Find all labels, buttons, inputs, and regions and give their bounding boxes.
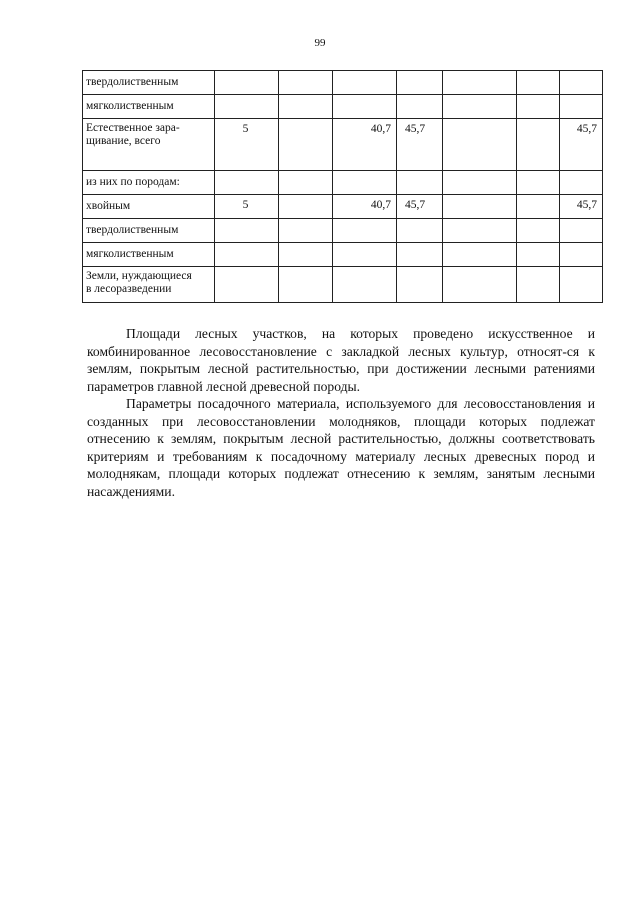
table-cell (215, 171, 279, 195)
table-cell (560, 95, 603, 119)
table-cell: 45,7 (397, 195, 443, 219)
paragraph: Параметры посадочного материала, используемого для лесовосстановления и созданных при лесовосстановлении молодняков, площади которых подлежат отнесению к землям, покрытым лесной растительностью, должны соответствовать критериям и требованиям к посадочному материалу лесных древесных пород и молоднякам, площади которых подлежат отнесению к землям, занятым лесными насаждениями. (87, 396, 595, 499)
table-cell (560, 267, 603, 303)
table-row (83, 195, 603, 219)
row-label-line: Земли, нуждающиеся (86, 270, 192, 282)
table-row (83, 119, 603, 171)
table-cell (333, 243, 397, 267)
row-label: мягколиственным (83, 95, 215, 119)
table-cell (279, 171, 333, 195)
table-cell (215, 267, 279, 303)
table-cell (279, 195, 333, 219)
table-cell (517, 95, 560, 119)
table-cell (397, 243, 443, 267)
table-cell (517, 219, 560, 243)
row-label-line: в лесоразведении (86, 282, 172, 295)
page-number: 99 (314, 37, 326, 49)
table-cell (397, 95, 443, 119)
table-cell (443, 219, 517, 243)
table-cell (443, 71, 517, 95)
paragraph: Площади лесных участков, на которых проведено искусственное и комбинированное лесовосстановление с закладкой лесных культур, относят-ся к землям, покрытым лесной растительностью, при достижении лесными ратениями параметров главной лесной древесной породы. (87, 326, 595, 394)
table-cell: 5 (215, 119, 279, 171)
row-label (83, 119, 215, 171)
row-label: из них по породам: (83, 171, 215, 195)
table-cell: 45,7 (397, 119, 443, 171)
table-cell (333, 219, 397, 243)
table-cell (279, 119, 333, 171)
table-cell (517, 267, 560, 303)
table-row (83, 219, 603, 243)
table-cell (443, 267, 517, 303)
table-cell (517, 243, 560, 267)
table-cell (517, 195, 560, 219)
row-label-line: Естественное зара- (86, 122, 180, 134)
table-row (83, 95, 603, 119)
table-cell: 40,7 (333, 119, 397, 171)
table-cell (279, 71, 333, 95)
table-row (83, 171, 603, 195)
table-cell (560, 71, 603, 95)
table-row (83, 267, 603, 303)
row-label: твердолиственным (83, 71, 215, 95)
table-cell (397, 71, 443, 95)
table-cell (397, 219, 443, 243)
table-cell (443, 243, 517, 267)
table-row (83, 71, 603, 95)
table-row (83, 243, 603, 267)
table-cell (517, 171, 560, 195)
table-cell (279, 219, 333, 243)
table-cell (560, 243, 603, 267)
table-cell (443, 119, 517, 171)
table-cell (215, 71, 279, 95)
row-label: твердолиственным (83, 219, 215, 243)
table-cell: 5 (215, 195, 279, 219)
table-cell (517, 119, 560, 171)
table-cell (215, 95, 279, 119)
body-text (87, 325, 595, 500)
table-cell (215, 219, 279, 243)
table-cell (215, 243, 279, 267)
table-cell (397, 267, 443, 303)
table-cell (560, 219, 603, 243)
table-cell (443, 95, 517, 119)
table-cell (279, 243, 333, 267)
table-cell (333, 71, 397, 95)
row-label (83, 267, 215, 303)
table-cell: 45,7 (560, 119, 603, 171)
table-cell (333, 171, 397, 195)
table-cell: 40,7 (333, 195, 397, 219)
table-cell (333, 95, 397, 119)
table-cell (443, 195, 517, 219)
row-label: хвойным (83, 195, 215, 219)
row-label-line: щивание, всего (86, 134, 161, 147)
table-cell (517, 71, 560, 95)
table-cell (279, 95, 333, 119)
table-cell: 45,7 (560, 195, 603, 219)
table-cell (560, 171, 603, 195)
table-cell (443, 171, 517, 195)
row-label: мягколиственным (83, 243, 215, 267)
table-cell (279, 267, 333, 303)
forest-restoration-table (82, 70, 603, 303)
table-cell (397, 171, 443, 195)
table-cell (333, 267, 397, 303)
